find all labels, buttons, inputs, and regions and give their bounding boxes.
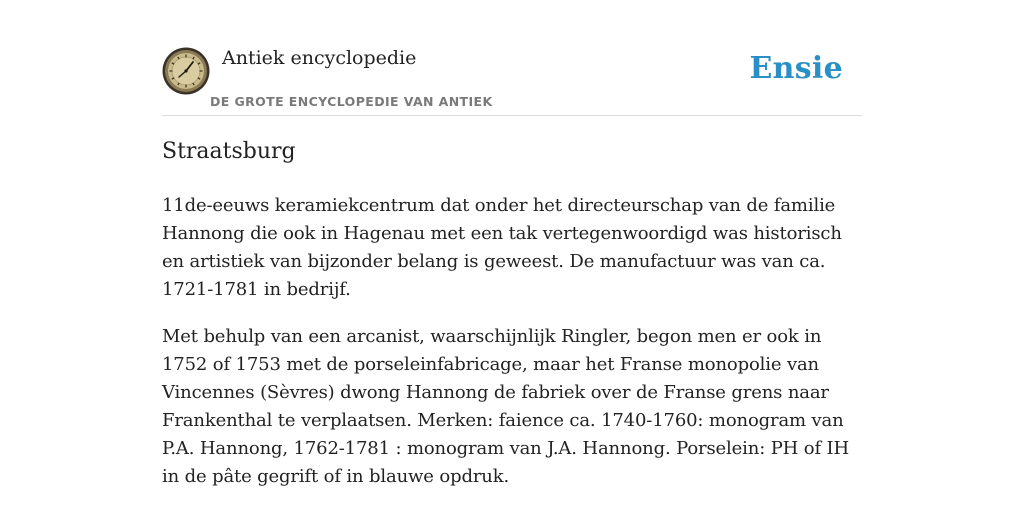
page: [162, 0, 862, 512]
site-header: [162, 0, 862, 116]
entry-paragraph: 11de-eeuws keramiekcentrum dat onder het directeurschap van de familie Hannong die ook in Hagenau met een tak vertegenwoordigd was historisch en artistiek van bijzonder belang is geweest. De manufactuur was van ca. 1721-1781 in bedrijf.: [162, 195, 842, 300]
brand-logo[interactable]: Ensie: [749, 51, 843, 86]
entry-title: Straatsburg: [162, 139, 296, 164]
clock-icon[interactable]: [162, 47, 210, 95]
entry-paragraph: Met behulp van een arcanist, waarschijnlijk Ringler, begon men er ook in 1752 of 1753 met de porseleinfabricage, maar het Franse monopolie van Vincennes (Sèvres) dwong Hannong de fabriek over de Franse grens naar Frankenthal te verplaatsen. Merken: faience ca. 1740-1760: monogram van P.A. Hannong, 1762-1781 : monogram van J.A. Hannong. Porselein: PH of IH in de pâte gegrift of in blauwe opdruk.: [162, 326, 850, 487]
site-subtitle: DE GROTE ENCYCLOPEDIE VAN ANTIEK: [210, 94, 493, 109]
site-title[interactable]: Antiek encyclopedie: [222, 47, 417, 69]
